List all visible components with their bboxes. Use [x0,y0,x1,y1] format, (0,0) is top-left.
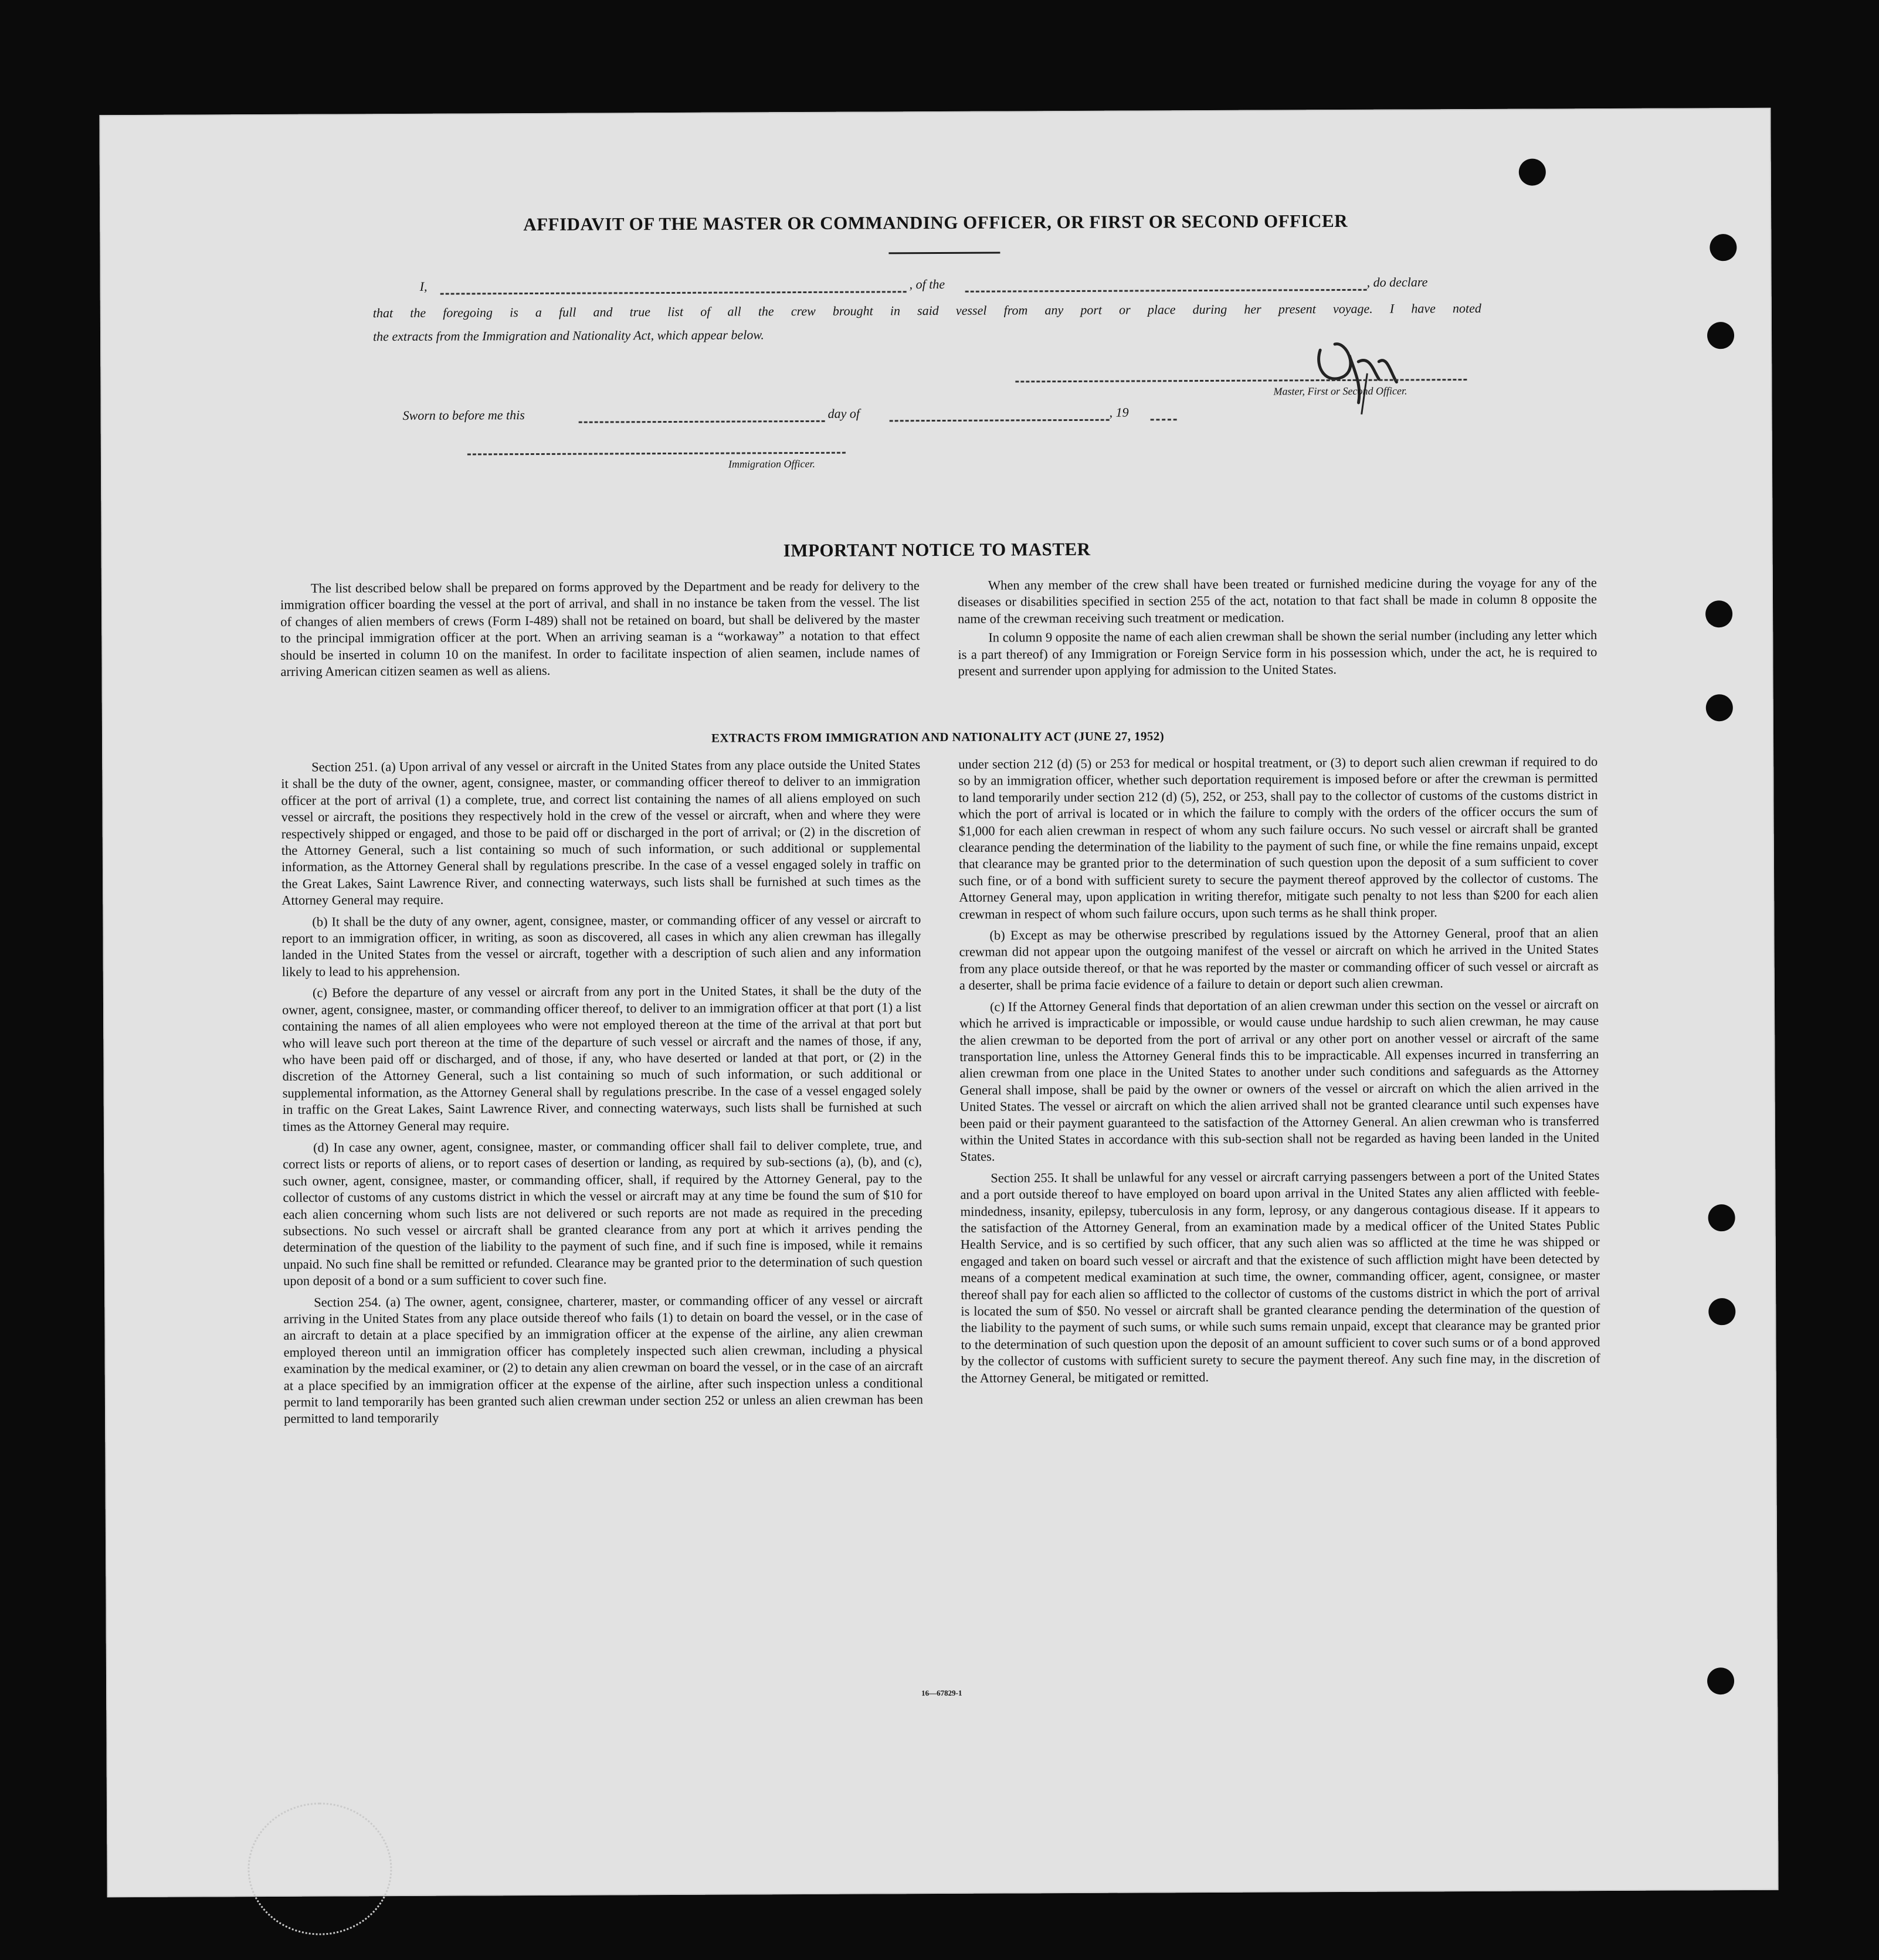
affidavit-title: AFFIDAVIT OF THE MASTER OR COMMANDING OFFICER, OR FIRST OR SECOND OFFICER [523,210,1348,235]
signature [1303,320,1420,415]
section-251-b: (b) It shall be the duty of any owner, agent, consignee, master, or commanding officer of any vessel or aircraft to report to an immigration officer, in writing, as soon as discovered, all cases in which any alien crewman has illegally landed in the United States from the vessel or aircraft, together with a description of such alien and any information likely to lead to his apprehension. [281,911,921,979]
section-251-c: (c) Before the departure of any vessel or aircraft from any port in the United States, it shall be the duty of the owner, agent, consignee, master, or commanding officer thereof, to deliver to an immigration officer at that port (1) a list containing the names of all alien employees who were not employed thereon at the time of the arrival at that port but who will leave such port thereon at the time of the departure of such vessel or aircraft and the names of those, if any, who have been paid off or discharged, and of those, if any, who have deserted or landed at that port, or (2) in the discretion of the Attorney General, such a list containing so much of such information, or such additional or supplemental information, as the Attorney General shall by regulations prescribe. In the case of a vessel engaged solely in traffic on the Great Lakes, Saint Lawrence River, and connecting waterways, such lists shall be furnished at such times as the Attorney General may require. [281,983,922,1134]
punch-hole-4 [1705,600,1732,627]
declaration-line-1: that the foregoing is a full and true list of all the crew brought in said vessel from any port or place during her present voyage. I have noted [372,300,1481,321]
extracts-title: EXTRACTS FROM IMMIGRATION AND NATIONALITY ACT (JUNE 27, 1952) [711,729,1165,745]
notice-right-column [958,575,1598,684]
immigration-officer-caption: Immigration Officer. [728,457,816,470]
form-number: 16—67829-1 [921,1688,962,1698]
notice-right-paragraph-2: In column 9 opposite the name of each alien crewman shall be shown the serial number (including any letter which is a part thereof) of any Immigration or Foreign Service form in his possession which, under the act, he is required to present and surrender upon applying for admission to the United States. [958,627,1598,678]
signature-caption: Master, First or Second Officer. [1273,385,1407,398]
extracts-right-column [958,753,1600,1391]
name-fill-line[interactable] [440,291,907,294]
section-254-a-continued: under section 212 (d) (5) or 253 for medical or hospital treatment, or (3) to deport such alien crewman if required to do so by an immigration officer, whether such deportation requirement is imposed before or after the crewman is permitted to land temporarily under section 212 (d) (5), 252, or 253, shall pay to the collector of customs of the customs district in which the port of arrival is located or in which the failure to comply with the orders of the officer occurs the sum of $1,000 for each alien crewman in respect of whom any such failure occurs. No such vessel or aircraft shall be granted clearance pending the determination of the liability to the payment of such fine, or while the fine remains unpaid, except that clearance may be granted prior to the determination of such question upon the deposit of a sum sufficient to cover such fine, or of a bond with sufficient surety to secure the payment thereof approved by the collector of customs. The Attorney General may, upon application in writing therefor, mitigate such penalty to not less than $200 for each alien crewman in respect of whom such failure occurs, upon such terms as he shall think proper. [958,754,1599,922]
sworn-label: Sworn to before me this [402,407,525,423]
immigration-officer-line[interactable] [467,452,846,456]
sworn-day-fill-line[interactable] [579,420,825,423]
affidavit-i-label: I, [419,278,428,294]
title-underline [888,252,1000,254]
affidavit-of-the-label: , of the [909,276,945,292]
section-254-a: Section 254. (a) The owner, agent, consignee, charterer, master, or commanding officer of any vessel or aircraft arriving in the United States from any place outside thereof who fails (1) to detain on board the vessel, or in the case of an aircraft to detain at a place specified by an immigration officer at the expense of the airline, any alien crewman employed thereon until an immigration officer has completely inspected such alien crewman, including a physical examination by the medical examiner, or (2) to detain any alien crewman on board the vessel, or in the case of an aircraft at a place specified by an immigration officer at the expense of the airline, after such inspection unless a conditional permit to land temporarily has been granted such alien crewman under section 252 or unless an alien crewman has been permitted to land temporarily [283,1292,924,1426]
document-page [99,108,1778,1897]
punch-hole-1 [1519,158,1546,185]
faint-seal-mark [247,1802,392,1935]
vessel-fill-line[interactable] [965,289,1367,293]
affidavit-do-declare-label: , do declare [1366,274,1428,290]
notice-title: IMPORTANT NOTICE TO MASTER [783,538,1091,561]
punch-hole-3 [1707,322,1734,349]
punch-hole-7 [1708,1298,1735,1325]
day-of-label: day of [827,406,860,421]
notice-left-paragraph: The list described below shall be prepared on forms approved by the Department and be ready for delivery to the immigration officer boarding the vessel at the port of arrival, and shall in no instance be taken from the vessel. The list of changes of alien members of crews (Form I-489) shall not be retained on board, but shall be delivered by the master to the principal immigration officer at the port. When an arriving seaman is a “workaway” a notation to that effect should be inserted in column 10 on the manifest. In order to facilitate inspection of alien seamen, include names of arriving American citizen seamen as well as aliens. [280,578,920,679]
year-label: , 19 [1109,405,1129,420]
sworn-year-fill-line[interactable] [1151,419,1177,420]
punch-hole-8 [1707,1667,1734,1694]
punch-hole-2 [1710,234,1736,261]
section-254-c: (c) If the Attorney General finds that deportation of an alien crewman under this section on the vessel or aircraft on which he arrived is impracticable or impossible, or would cause undue hardship to such alien crewman, he may cause the alien crewman to be deported from the port of arrival or any other port on another vessel or aircraft of the same transportation line, unless the Attorney General finds this to be impracticable. All expenses incurred in transferring an alien crewman from one place in the United States to another under such conditions and safeguards as the Attorney General shall impose, shall be paid by the owner or owners of the vessel or aircraft on which the alien arrived in the United States. The vessel or aircraft on which the alien arrived shall not be granted clearance until such expenses have been paid or their payment guaranteed to the satisfaction of the Attorney General. An alien crewman who is transferred within the United States in accordance with this sub-section shall not be regarded as having been landed in the United States. [959,996,1600,1164]
section-251-d: (d) In case any owner, agent, consignee, master, or commanding officer shall fail to deliver complete, true, and correct lists or reports of aliens, or to report cases of desertion or landing, as required by sub-sections (a), (b), and (c), such owner, agent, consignee, master, or commanding officer, shall, if required by the Attorney General, pay to the collector of customs of any customs district in which the vessel or aircraft may at any time be found the sum of $10 for each alien concerning whom such lists are not delivered or such reports are not made as required in the preceding subsections. No such vessel or aircraft shall be granted clearance from any port at which it arrives pending the determination of the question of the liability to the payment of such fine, and if such fine is imposed, while it remains unpaid. No such fine shall be remitted or refunded. Clearance may be granted prior to the determination of such question upon deposit of a bond or a sum sufficient to cover such fine. [283,1137,922,1289]
punch-hole-5 [1706,694,1733,721]
section-254-b: (b) Except as may be otherwise prescribed by regulations issued by the Attorney General, proof that an alien crewman did not appear upon the outgoing manifest of the vessel or aircraft on which he arrived in the United States from any place outside thereof, or that he was reported by the master or commanding officer of such vessel or aircraft as a deserter, shall be prima facie evidence of a failure to detain or deport such alien crewman. [959,925,1599,993]
punch-hole-6 [1708,1204,1735,1231]
notice-right-paragraph-1: When any member of the crew shall have been treated or furnished medicine during the voyage for any of the diseases or disabilities specified in section 255 of the act, notation to that fact shall be made in column 8 opposite the name of the crewman receiving such treatment or medication. [957,575,1598,626]
extracts-left-column [281,756,923,1432]
declaration-line-2: the extracts from the Immigration and Nationality Act, which appear below. [372,327,764,344]
section-251-a: Section 251. (a) Upon arrival of any vessel or aircraft in the United States from any place outside the United States it shall be the duty of the owner, agent, consignee, master, or commanding officer thereof to deliver to an immigration officer at the port of arrival (1) a complete, true, and correct list containing the names of all aliens employed on such vessel or aircraft, the positions they respectively hold in the crew of the vessel or aircraft, when and where they were respectively shipped or engaged, and those to be paid off or discharged in the port of arrival; or (2) in the discretion of the Attorney General, such a list containing so much of such information, or such additional or supplemental information, as the Attorney General shall by regulations prescribe. In the case of a vessel engaged solely in traffic on the Great Lakes, Saint Lawrence River, and connecting waterways, such lists shall be furnished at such times as the Attorney General may require. [281,757,921,908]
notice-left-column [280,578,920,685]
sworn-month-fill-line[interactable] [890,419,1110,422]
section-255: Section 255. It shall be unlawful for any vessel or aircraft carrying passengers between a port of the United States and a port outside thereof to have employed on board upon arrival in the United States any alien afflicted with feeble-mindedness, insanity, epilepsy, tuberculosis in any form, leprosy, or any dangerous contagious disease. If it appears to the satisfaction of the Attorney General, from an examination made by a medical officer of the United States Public Health Service, and is so certified by such officer, that any such alien was so afflicted at the time he was shipped or engaged and taken on board such vessel or aircraft and that the existence of such affliction might have been detected by means of a competent medical examination at such time, the owner, commanding officer, agent, consignee, or master thereof shall pay for each alien so afflicted to the collector of customs of the customs district in which the port of arrival is located the sum of $50. No vessel or aircraft shall be granted clearance pending the determination of the question of the liability to the payment of such sums, or while such sums remain unpaid, except that clearance may be granted prior to the determination of such question upon the deposit of an amount sufficient to cover such sums or of a bond approved by the collector of customs with sufficient surety to secure the payment thereof. Any such fine may, in the discretion of the Attorney General, be mitigated or remitted. [960,1167,1600,1385]
